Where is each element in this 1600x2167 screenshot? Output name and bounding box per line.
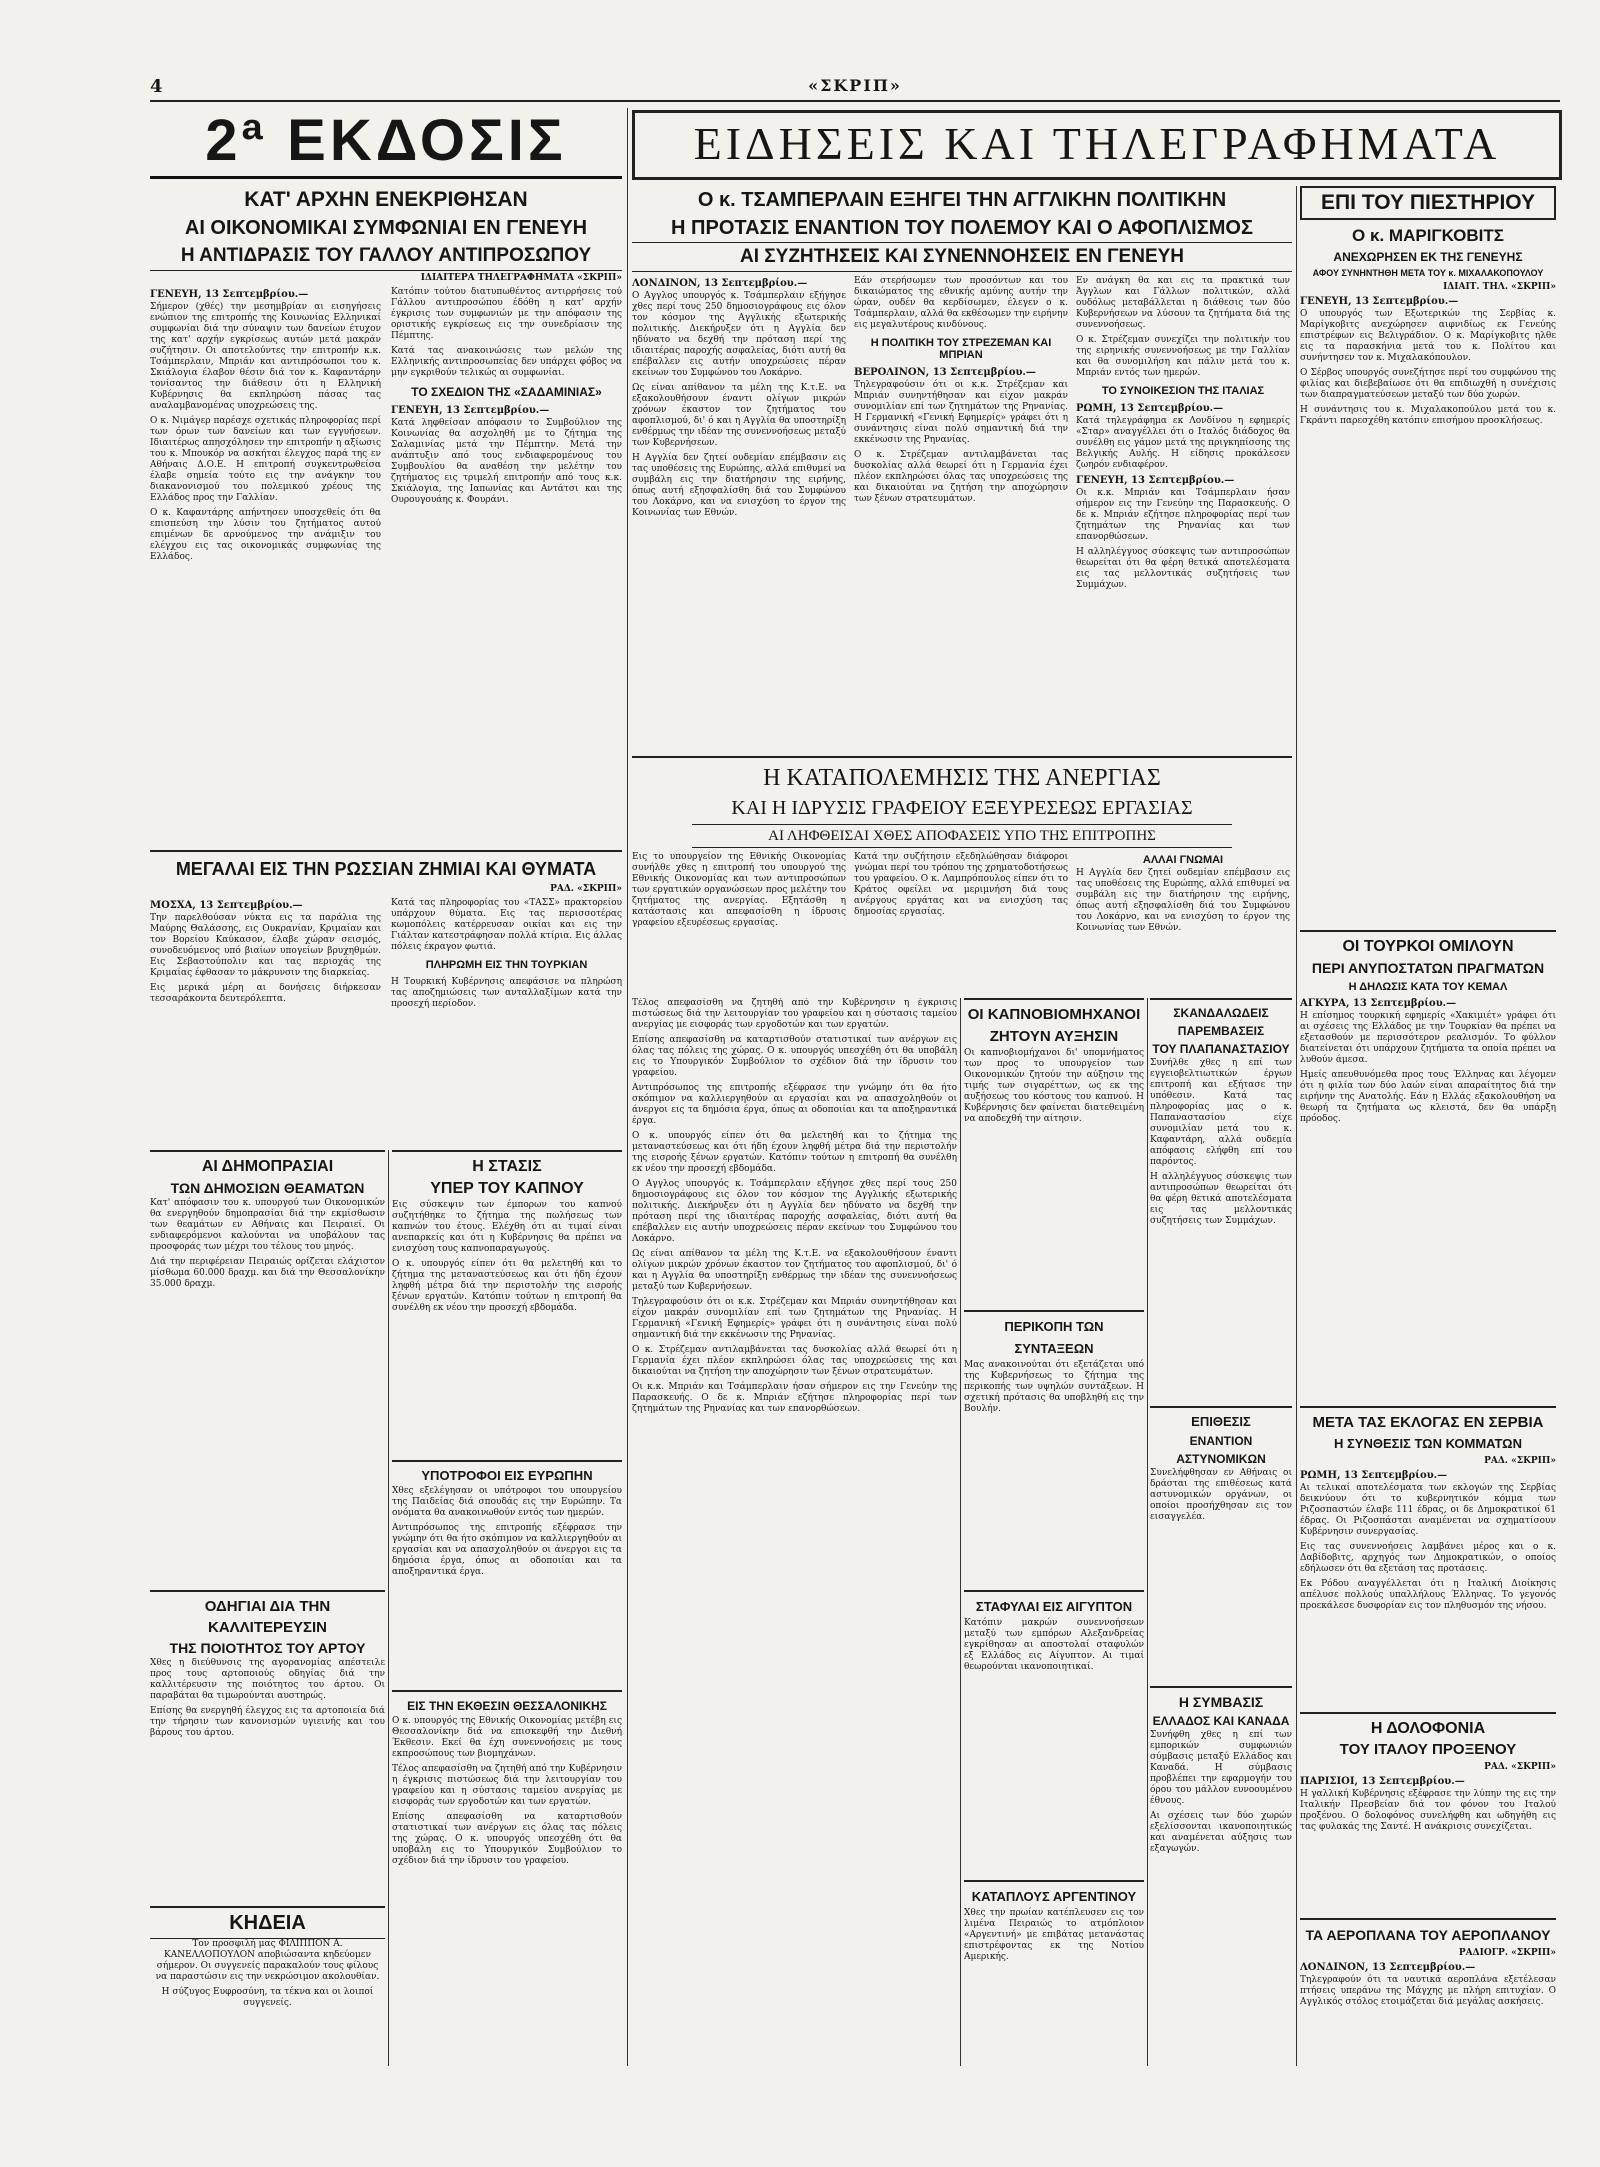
headline: ΟΙ ΚΑΠΝΟΒΙΟΜΗΧΑΝΟΙ [967, 1006, 1141, 1023]
dateline: ΑΓΚΥΡΑ, 13 Σεπτεμβρίου.— [1300, 998, 1457, 1009]
headline: ΚΑΤ' ΑΡΧΗΝ ΕΝΕΚΡΙΘΗΣΑΝ [244, 188, 528, 211]
paragraph: Η Τουρκική Κυβέρνησις απεφάσισε να πληρώση τας αποζημιώσεις των ανταλλαξίμων κατά την προσεχή περίοδον. [391, 977, 622, 1009]
dateline: ΡΩΜΗ, 13 Σεπτεμβρίου.— [1300, 1470, 1448, 1481]
byline: ΡΑΔ. «ΣΚΡΙΠ» [1484, 1762, 1556, 1772]
headline-sub: Η ΣΥΝΘΕΣΙΣ ΤΩΝ ΚΟΜΜΑΤΩΝ [1334, 1436, 1522, 1451]
paragraph: Επίσης θα ενεργηθή έλεγχος εις τα αρτοποιεία διά την τήρησιν των κανονισμών υγιεινής και του βάρους του άρτου. [150, 1706, 385, 1738]
paragraph: Κατά τας ανακοινώσεις των μελών της Ελληνικής αντιπροσωπείας δεν υπάρχει φόβος να μην εγκριθούν τελικώς αι συμφωνίαι. [391, 346, 622, 378]
headline: Η ΔΟΛΟΦΟΝΙΑ [1370, 1720, 1486, 1737]
article-exhibition [392, 1690, 622, 2068]
paragraph: Αι τελικαί αποτελέσματα των εκλογών της Σερβίας δεικνύουν ότι το κυβερνητικόν κόμμα των Ριζοσπαστών έλαβε 111 έδρας, οι δε Δημοκρατικοί 61 έδρας. Οι Ριζοσπάσται αναμένεται να σχηματίσουν Κυβέρνησιν συνεργασίας. [1300, 1483, 1556, 1537]
headline-sub: Η ΠΡΟΤΑΣΙΣ ΕΝΑΝΤΙΟΝ ΤΟΥ ΠΟΛΕΜΟΥ ΚΑΙ Ο ΑΦΟΠΛΙΣΜΟΣ [671, 217, 1253, 239]
headline-sub2: Η ΔΗΛΩΣΙΣ ΚΑΤΑ ΤΟΥ ΚΕΜΑΛ [1348, 981, 1508, 993]
article-chamberlain [632, 186, 1292, 746]
headline: ΥΠΟΤΡΟΦΟΙ ΕΙΣ ΕΥΡΩΠΗΝ [421, 1468, 593, 1483]
masthead [150, 76, 1560, 102]
paragraph: Ο κ. υπουργός είπεν ότι θα μελετηθή και το ζήτημα της μεταναστεύσεως και ότι ήδη έχουν ληφθή μέτρα διά την περιστολήν της εισροής ξένων εργατών. Κατόπιν τούτων η επιτροπή θα συνέλθη εκ νέου την προσεχή εβδομάδα. [632, 1131, 957, 1174]
edition-label: 2ª ΕΚΔΟΣΙΣ [205, 108, 567, 173]
article-marinkovic [1300, 186, 1556, 926]
paragraph: Χθες την πρωίαν κατέπλευσεν εις τον λιμένα Πειραιώς το ατμόπλοιον «Αργεντινή» με επιβάτας μετανάστας επιστρέφοντας εκ της Νοτίου Αμερικής. [964, 1908, 1144, 1962]
paragraph: Εις σύσκεψιν των έμπορων του καπνού συζητήθηκε το ζήτημα της πωλήσεως των καπνών του έτους. Ελέχθη ότι αι τιμαί είναι ανεπαρκείς και ότι η Κυβέρνησις θα πρέπει να ενισχύση τους καπνοπαραγωγούς. [392, 1200, 622, 1254]
article-bread-quality [150, 1590, 385, 1902]
headline: Η ΣΤΑΣΙΣ [472, 1158, 542, 1175]
article-theatre-auctions [150, 1150, 385, 1582]
masthead-title: «ΣΚΡΙΠ» [808, 76, 902, 95]
headline-sub: ΥΠΕΡ ΤΟΥ ΚΑΠΝΟΥ [430, 1180, 584, 1197]
paragraph: Μας ανακοινούται ότι εξετάζεται υπό της Κυβερνήσεως το ζήτημα της περικοπής των υψηλών συντάξεων. Η σχετική πρότασις θα υποβληθή εις την Βουλήν. [964, 1360, 1144, 1414]
paragraph: Συνήλθε χθες η επί των εγγειοβελτιωτικών έργων επιτροπή και εξήτασε την υπόθεσιν. Κατά τας πληροφορίας μας ο κ. Παπαναστασίου είχε συνομιλίαν μετά του κ. Καφαντάρη, αλλά ουδεμία απόφασις ελήφθη επί του παρόντος. [1150, 1058, 1292, 1167]
paragraph: Κατά τηλεγράφημα εκ Λονδίνου η εφημερίς «Σταρ» αναγγέλλει ότι ο Ιταλός διάδοχος θα συνέλθη εις γάμον μετά της πριγκηπίσσης της Βελγικής Αυλής. Η είδησις προκάλεσεν ζωηρόν ενδιαφέρον. [1076, 416, 1290, 470]
byline: ΡΑΔ. «ΣΚΡΙΠ» [550, 884, 622, 894]
paragraph: Οι καπνοβιομήχανοι δι' υπομνήματος των προς το υπουργείον των Οικονομικών ζητούν την αύξησιν της τιμής των σιγαρέττων, ως εκ της αυξήσεως του κόστους του καπνού. Η Κυβέρνησις δεν φαίνεται διατεθειμένη να αποδεχθή την αίτησιν. [964, 1048, 1144, 1124]
paragraph: Εις το υπουργείον της Εθνικής Οικονομίας συνήλθε χθες η επιτροπή του υπουργού της Εθνικής Οικονομίας και των αντιπροσώπων των εργατικών οργανώσεων προς μελέτην του ζητήματος της ανεργίας. Εξητάσθη η κατάστασις και απεφασίσθη η ίδρυσις γραφείου εξευρέσεως εργασίας. [632, 852, 846, 928]
paragraph: Ο κ. Καφαντάρης απήντησεν υποσχεθείς ότι θα επισπεύση την λύσιν του ζητήματος αυτού επιμένων δε αρνούμενος την ανάμιξιν του ελέγχου εις τας οικονομικάς συμφωνίας της Ελλάδος. [150, 508, 381, 562]
paragraph: Τηλεγραφούν ότι τα ναυτικά αεροπλάνα εξετέλεσαν πτήσεις υπεράνω της Μάγχης με πλήρη επιτυχίαν. Ο Αγγλικός στόλος ετοιμάζεται διά μεγάλας ασκήσεις. [1300, 1975, 1556, 2007]
subheading: ΠΛΗΡΩΜΗ ΕΙΣ ΤΗΝ ΤΟΥΡΚΙΑΝ [425, 959, 588, 971]
page-number: 4 [150, 76, 163, 97]
paragraph: Επίσης απεφασίσθη να καταρτισθούν στατιστικαί των ανέργων εις όλας τας πόλεις της χώρας. Ο κ. υπουργός υπεσχέθη ότι θα υποβάλη εις το Υπουργικόν Συμβούλιον το σχέδιον διά την ίδρυσιν του γραφείου. [392, 1812, 622, 1866]
paragraph: Κατά την συζήτησιν εξεδηλώθησαν διάφοροι γνώμαι περί του τρόπου της χρηματοδοτήσεως του γραφείου. Ο κ. Λαμπρόπουλος είπεν ότι το Κράτος οφείλει να μεριμνήση διά τους ανέργους εργάτας και να ενισχύση τας δημοσίας εργασίας. [854, 852, 1068, 917]
paragraph: Ο Σέρβος υπουργός συνεζήτησε περί του συμφώνου της φιλίας και διεβεβαίωσε ότι θα επιδιωχθή η συνέχισις των διαπραγματεύσεων μεταξύ των δύο χωρών. [1300, 368, 1556, 400]
paragraph: Τον προσφιλή μας ΦΙΛΙΠΠΟΝ Α. ΚΑΝΕΛΛΟΠΟΥΛΟΝ αποβιώσαντα κηδεύομεν σήμερον. Οι συγγενείς παρακαλούν τους φίλους να παραστώσιν εις την νεκρώσιμον ακολουθίαν. [155, 1939, 380, 1982]
news-banner [632, 110, 1562, 180]
article-argentina [964, 1880, 1144, 2068]
headline: ΜΕΓΑΛΑΙ ΕΙΣ ΤΗΝ ΡΩΣΣΙΑΝ ΖΗΜΙΑΙ ΚΑΙ ΘΥΜΑΤΑ [175, 859, 597, 879]
paragraph: Τέλος απεφασίσθη να ζητηθή από την Κυβέρνησιν η έγκρισις πιστώσεως διά την λειτουργίαν του γραφείου και η σύστασις ταμείου ανεργίας με εισφοράς των εργοδοτών και των εργατών. [392, 1764, 622, 1807]
article-continued [632, 998, 957, 2066]
paragraph: Ο κ. Νιμάγερ παρέσχε σχετικάς πληροφορίας περί των όρων των δανείων και των εγγυήσεων. Ιδιαιτέρως απησχόλησεν την επιτροπήν η αξίωσις του κ. Μπουκόρ να ασκήται έλεγχος παρά της εν Αθήναις Δ.Ο.Ε. Η επιτροπή συγκεντρωθείσα έλαβε σημεία τούτο εις την ανάγκην του διακανονισμού του πολεμικού χρέους της Ελλάδος προς την Γαλλίαν. [150, 416, 381, 503]
paragraph: Κατόπιν τούτου διατυπωθέντος αντιρρήσεις τού Γάλλου αντιπροσώπου έδόθη η κατ' αρχήν έγκρισις των συμφωνιών με την απόφασιν της οριστικής εγκρίσεως εις την συνεδρίασιν της Πέμπτης. [391, 287, 622, 341]
obituary-notice [150, 1906, 385, 2068]
headline-sub: ΚΑΙ Η ΙΔΡΥΣΙΣ ΓΡΑΦΕΙΟΥ ΕΞΕΥΡΕΣΕΩΣ ΕΡΓΑΣΙΑΣ [731, 797, 1193, 819]
headline: ΠΕΡΙΚΟΠΗ ΤΩΝ ΣΥΝΤΑΞΕΩΝ [1004, 1319, 1104, 1356]
paragraph: Η αλληλέγγυος σύσκεψις των αντιπροσώπων θεωρείται ότι θα φέρη θετικά αποτελέσματα εις τας μελλοντικάς συζητήσεις των Συμμάχων. [1076, 547, 1290, 590]
paragraph: Εάν στερήσωμεν των προσόντων και του δικαιώματος της εθνικής αμύνης αυτήν την ώραν, ουδέν θα κερδίσωμεν, έλεγεν ο κ. Τσάμπερλαιν, αλλά θα εκθέσωμεν την ειρήνην εις μεγαλυτέρους κινδύνους. [854, 276, 1068, 330]
byline: ΡΑΔ. «ΣΚΡΙΠ» [1484, 1456, 1556, 1466]
paragraph: Κατ' απόφασιν του κ. υπουργού των Οικονομικών θα ενεργηθούν δημοπρασίαι διά την εκμίσθωσιν των θεαμάτων εν Αθήναις και Πειραιεί. Οι ενδιαφερόμενοι καλούνται να υποβάλουν τας προσφοράς των μέχρι του τέλους του μηνός. [150, 1198, 385, 1252]
dateline: ΓΕΝΕΥΗ, 13 Σεπτεμβρίου.— [150, 289, 309, 300]
dateline: ΠΑΡΙΣΙΟΙ, 13 Σεπτεμβρίου.— [1300, 1776, 1465, 1787]
paragraph: Ο κ. υπουργός της Εθνικής Οικονομίας μετέβη εις Θεσσαλονίκην διά να επισκεφθή την Διεθνή Έκθεσιν. Εκεί θα έχη συνεννοήσεις με τους εκπροσώπους των βιομηχάνων. [392, 1716, 622, 1759]
article-pensions [964, 1310, 1144, 1492]
paragraph: Σήμερον (χθές) την μεσημβρίαν αι εισηγήσεις ενώπιον της επιτροπής της Κοινωνίας Ελληνικαί συμφωνίαι διά την σύναψιν των δανείων έτυχον της κατ' αρχήν εγκρίσεως αυτών μετά μακράν συζήτησιν. Οι αποτελούντες την επιτροπήν κ.κ. Τσάμπερλαιν, Μπριάν και αντιπρόσωποι του κ. Σκιάλογια έλαβον θέσιν διά τον κ. Καφαντάρην τονίσαντος την διάθεσιν ότι η Ελληνική Κυβέρνησις θα εκπληρώση πάσας τας αναλαμβανομένας υποχρεώσεις της. [150, 302, 381, 411]
headline-sub: Ο κ. ΜΑΡΙΓΚΟΒΙΤΣ [1352, 226, 1504, 245]
headline: ΜΕΤΑ ΤΑΣ ΕΚΛΟΓΑΣ ΕΝ ΣΕΡΒΙΑ [1312, 1414, 1544, 1431]
dateline: ΛΟΝΔΙΝΟΝ, 13 Σεπτεμβρίου.— [632, 278, 808, 289]
paragraph: Αντιπρόσωπος της επιτροπής εξέφρασε την γνώμην ότι θα ήτο σκόπιμον να καλλιεργηθούν αι εργασίαι και να απασχοληθούν οι άνεργοι εις τα δημόσια έργα, όπως αι οδοποιίαι και τα αποξηραντικά έργα. [632, 1083, 957, 1126]
column-rule [1296, 186, 1297, 2066]
paragraph: Η επίσημος τουρκική εφημερίς «Χακιμιέτ» γράφει ότι αι σχέσεις της Ελλάδος με την Τουρκίαν θα πρέπει να εξετασθούν με περισσότερον ρεαλισμόν. Το φύλλον διατείνεται ότι υπάρχουν ζητήματα τα οποία πρέπει να λυθούν άμεσα. [1300, 1011, 1556, 1065]
paragraph: Ο Αγγλος υπουργός κ. Τσάμπερλαιν εξήγησε χθες περί τους 250 δημοσιογράφους εις όλον τον κόσμον της Αγγλικής εξωτερικής πολιτικής. Διεκήρυξεν ότι η Αγγλία δεν ηδύνατο να δεχθή την πρόταση περί της ιδιαιτέρας παροχής ασφαλείας, διότι αυτή θα επέβαλλεν εις αυτήν υποχρεώσεις πέραν εκείνων του Συμφώνου του Λοκάρνο. [632, 1179, 957, 1244]
headline: Η ΚΑΤΑΠΟΛΕΜΗΣΙΣ ΤΗΣ ΑΝΕΡΓΙΑΣ [763, 765, 1161, 791]
paragraph: Η αλληλέγγυος σύσκεψις των αντιπροσώπων θεωρείται ότι θα φέρη θετικά αποτελέσματα εις τας μελλοντικάς συζητήσεις των Συμμάχων. [1150, 1172, 1292, 1226]
paragraph: Εις μερικά μέρη αι δονήσεις διήρκεσαν τεσσαράκοντα δευτερόλεπτα. [150, 983, 381, 1004]
paragraph: Τηλεγραφούσιν ότι οι κ.κ. Στρέζεμαν και Μπριάν συνηντήθησαν και είχον μακράν συνομιλίαν επί των ζητημάτων της Ρηνανίας. Η Γερμανική «Γενική Εφημερίς» γράφει ότι η συνάντησις είναι πολύ σημαντική διά την εκκένωσιν της Ρηνανίας. [632, 1297, 957, 1340]
paragraph: Η συνάντησις του κ. Μιχαλακοπούλου μετά του κ. Γκράντι παρεσχέθη κατόπιν επισήμου προσκλήσεως. [1300, 405, 1556, 426]
headline-sub2: ΑΙ ΛΗΦΘΕΙΣΑΙ ΧΘΕΣ ΑΠΟΦΑΣΕΙΣ ΥΠΟ ΤΗΣ ΕΠΙΤΡΟΠΗΣ [692, 824, 1232, 848]
paragraph: Κατά τας πληροφορίας του «ΤΑΣΣ» πρακτορείου υπάρχουν θύματα. Εις τας περισσοτέρας κωμοπόλεις κατέρρευσαν οικίαι και εις την Γιάλταν κατεστράφησαν πολλά κτίρια. Εις άλλας πόλεις έκραγον φωτιά. [391, 898, 622, 952]
paragraph: Ο κ. Στρέζεμαν συνεχίζει την πολιτικήν του της ειρηνικής συνεννοήσεως με την Γαλλίαν και θα συνομιλήση και πάλιν μετά του κ. Μπριάν εντός των ημερών. [1076, 335, 1290, 378]
headline-sub: ΑΙ ΟΙΚΟΝΟΜΙΚΑΙ ΣΥΜΦΩΝΙΑΙ ΕΝ ΓΕΝΕΥΗ [184, 217, 588, 239]
subheading: ΤΟ ΣΥΝΟΙΚΕΣΙΟΝ ΤΗΣ ΙΤΑΛΙΑΣ [1101, 385, 1265, 397]
paragraph: Χθες εξελέγησαν οι υπότροφοι του υπουργείου της Παιδείας διά σπουδάς εις την Ευρώπην. Τα ονόματα θα ανακοινωθούν εντός των ημερών. [392, 1486, 622, 1518]
paragraph: Οι κ.κ. Μπριάν και Τσάμπερλαιν ήσαν σήμερον εις την Γενεύην της Παρασκευής. Ο δε κ. Μπριάν εζήτησε πληροφορίας περί των ζητημάτων της Ρηνανίας και των επανορθώσεων. [632, 1382, 957, 1414]
paragraph: Αντιπρόσωπος της επιτροπής εξέφρασε την γνώμην ότι θα ήτο σκόπιμον να καλλιεργηθούν αι εργασίαι και να απασχοληθούν οι άνεργοι εις τα δημόσια έργα, όπως αι οδοποιίαι και τα αποξηραντικά έργα. [392, 1523, 622, 1577]
paragraph: Εις τας συνεννοήσεις λαμβάνει μέρος και ο κ. Δαβίδοβιτς, αρχηγός των Δημοκρατικών, ο οποίος εδήλωσεν ότι θα εξετάση τας προτάσεις. [1300, 1542, 1556, 1574]
dateline: ΓΕΝΕΥΗ, 13 Σεπτεμβρίου.— [391, 405, 550, 416]
article-tobacco-industry [964, 998, 1144, 1150]
edition-header [150, 108, 622, 179]
paragraph: Ως είναι απίθανον τα μέλη της Κ.τ.Ε. να εξακολουθήσουν έναντι ολίγων μικρών χρόνων έκαστον τον ζητήματος του αφοπλισμού, δι' ό και η Αγγλία θα υποστηρίξη ενθέρμως την ιδέαν της συνεννοήσεως μεταξύ των Κυβερνήσεων. [632, 383, 846, 448]
headline-sub2: ΑΝΕΧΩΡΗΣΕΝ ΕΚ ΤΗΣ ΓΕΝΕΥΗΣ [1333, 250, 1523, 264]
article-consul-assassination [1300, 1712, 1556, 1914]
paragraph: Εκ Ρόδου αναγγέλλεται ότι η Ιταλική Διοίκησις απέλυσε πολλούς υπαλλήλους Έλληνας. Το γεγονός προεκάλεσε δυσφορίαν εις τον πληθυσμόν της νήσου. [1300, 1579, 1556, 1611]
headline: ΚΑΤΑΠΛΟΥΣ ΑΡΓΕΝΤΙΝΟΥ [971, 1889, 1137, 1904]
headline: ΣΚΑΝΔΑΛΩΔΕΙΣ ΠΑΡΕΜΒΑΣΕΙΣ [1173, 1006, 1269, 1038]
headline: ΟΙ ΤΟΥΡΚΟΙ ΟΜΙΛΟΥΝ [1342, 938, 1514, 955]
paragraph: Οι κ.κ. Μπριάν και Τσάμπερλαιν ήσαν σήμερον εις την Γενεύην της Παρασκευής. Ο δε κ. Μπριάν εζήτησε πληροφορίας περί των ζητημάτων της Ρηνανίας και των επανορθώσεων. [1076, 488, 1290, 542]
paragraph: Κατά ληφθείσαν απόφασιν το Συμβούλιον της Κοινωνίας θα ασχοληθή με το ζήτημα της Σαλαμινίας μετά την Πέμπτην. Μετά την ανάπτυξιν από τους ενδιαφερομένους του Συμβουλίου θα αναθέση την μελέτην του ζητήματος εις τριμελή επιτροπήν από τους κ.κ. Σκιάλογια, της Ιαπωνίας και Αντάτσι και της Ουρουγουάης κ. Φουράνι. [391, 418, 622, 505]
paragraph: Χθες η διεύθυνσις της αγορανομίας απέστειλε προς τους αρτοποιούς οδηγίας διά την καλλιτέρευσιν της ποιότητος του άρτου. Οι παραβάται θα τιμωρούνται αυστηρώς. [150, 1658, 385, 1701]
article-grapes-egypt [964, 1590, 1144, 1792]
paragraph: Τηλεγραφούσιν ότι οι κ.κ. Στρέζεμαν και Μπριάν συνηντήθησαν και είχον μακράν συνομιλίαν επί των ζητημάτων της Ρηνανίας. Η Γερμανική «Γενική Εφημερίς» γράφει ότι η συνάντησις είναι πολύ σημαντική διά την εκκένωσιν της Ρηνανίας. [854, 380, 1068, 445]
article-tobacco-stance [392, 1150, 622, 1452]
headline-sub: ΤΩΝ ΔΗΜΟΣΙΩΝ ΘΕΑΜΑΤΩΝ [170, 1180, 365, 1196]
column-rule [1147, 998, 1148, 2066]
paragraph: Η Αγγλία δεν ζητεί ουδεμίαν επέμβασιν εις τας υποθέσεις της Ευρώπης, αλλά επιθυμεί να συμβάλη εις την διατήρησιν της ειρήνης, όπως αυτή εξησφαλίσθη διά του Συμφώνου του Λοκάρνο, και να ενισχύση το έργον της Κοινωνίας των Εθνών. [632, 453, 846, 518]
subheading: Η ΠΟΛΙΤΙΚΗ ΤΟΥ ΣΤΡΕΖΕΜΑΝ ΚΑΙ ΜΠΡΙΑΝ [870, 337, 1052, 361]
article-scholarships [392, 1460, 622, 1682]
headline: Ο κ. ΤΣΑΜΠΕΡΛΑΙΝ ΕΞΗΓΕΙ ΤΗΝ ΑΓΓΛΙΚΗΝ ΠΟΛΙΤΙΚΗΝ [697, 189, 1227, 211]
headline-sub: ΕΝΑΝΤΙΟΝ ΑΣΤΥΝΟΜΙΚΩΝ [1176, 1434, 1266, 1466]
paragraph: Εν ανάγκη θα και εις τα πρακτικά των Άγγλων και Γάλλων πολιτικών, αλλά ουδόλως μεταβάλλεται η διάθεσις των δύο Κυβερνήσεων να λύσουν τα ζητήματα διά της συνεννοήσεως. [1076, 276, 1290, 330]
paragraph: Αι σχέσεις των δύο χωρών εξελίσσονται ικανοποιητικώς και αναμένεται αύξησις των εξαγωγών. [1150, 1811, 1292, 1854]
subheading: ΑΛΛΑΙ ΓΝΩΜΑΙ [1142, 854, 1224, 866]
article-russia-earthquake [150, 850, 622, 1142]
headline-sub2: Η ΑΝΤΙΔΡΑΣΙΣ ΤΟΥ ΓΑΛΛΟΥ ΑΝΤΙΠΡΟΣΩΠΟΥ [150, 242, 622, 271]
paragraph: Η γαλλική Κυβέρνησις εξέφρασε την λύπην της εις την Ιταλικήν Πρεσβείαν διά τον φόνον του Ιταλού προξένου. Ο δολοφόνος συνελήφθη και ωδηγήθη εις τας φυλακάς της Σαντέ. Η ανάκρισις συνεχίζεται. [1300, 1789, 1556, 1832]
paragraph: Την παρελθούσαν νύκτα εις τα παράλια της Μαύρης Θαλάσσης, εις Ουκρανίαν, Κριμαίαν και τον Βορείου Καύκασον, έλαβε χώραν σεισμός, συνοδευόμενος υπό βιαίων υπογείων βρυχηθμών. Εις Σεβαστούπολιν και τας περιοχάς της Κριμαίας έφθασαν το μάκρυνσιν της διαρκείας. [150, 913, 381, 978]
headline: ΚΗΔΕΙΑ [150, 1908, 385, 1939]
paragraph: Ως είναι απίθανον τα μέλη της Κ.τ.Ε. να εξακολουθήσουν έναντι ολίγων μικρών χρόνων έκαστον τον ζητήματος του αφοπλισμού, δι' ό και η Αγγλία θα υποστηρίξη ενθέρμως την ιδέαν της συνεννοήσεως μεταξύ των Κυβερνήσεων. [632, 1249, 957, 1292]
headline: ΑΙ ΔΗΜΟΠΡΑΣΙΑΙ [201, 1158, 334, 1175]
paragraph: Ο κ. υπουργός είπεν ότι θα μελετηθή και το ζήτημα της μεταναστεύσεως και ότι ήδη έχουν ληφθή μέτρα διά την περιστολήν της εισροής ξένων εργατών. Κατόπιν τούτων η επιτροπή θα συνέλθη εκ νέου την προσεχή εβδομάδα. [392, 1259, 622, 1313]
headline: ΣΤΑΦΥΛΑΙ ΕΙΣ ΑΙΓΥΠΤΟΝ [975, 1599, 1133, 1614]
column-rule [627, 108, 628, 2066]
dateline: ΜΟΣΧΑ, 13 Σεπτεμβρίου.— [150, 900, 303, 911]
paragraph: Ο Αγγλος υπουργός κ. Τσάμπερλαιν εξήγησε χθες περί τους 250 δημοσιογράφους εις όλον τον κόσμον της Αγγλικής εξωτερικής πολιτικής. Διεκήρυξεν ότι η Αγγλία δεν ηδύνατο να δεχθή την πρόταση περί της ιδιαιτέρας παροχής ασφαλείας, διότι αυτή θα επέβαλλεν εις αυτήν υποχρεώσεις πέραν εκείνων του Συμφώνου του Λοκάρνο. [632, 291, 846, 378]
headline-sub: ΤΗΣ ΠΟΙΟΤΗΤΟΣ ΤΟΥ ΑΡΤΟΥ [169, 1640, 366, 1656]
headline-sub2: ΑΙ ΣΥΖΗΤΗΣΕΙΣ ΚΑΙ ΣΥΝΕΝΝΟΗΣΕΙΣ ΕΝ ΓΕΝΕΥΗ [632, 242, 1292, 272]
paragraph: Διά την περιφέρειαν Πειραιώς ορίζεται ελάχιστον μίσθωμα 60.000 δραχμ. και διά την Θεσσαλονίκην 35.000 δραχμ. [150, 1257, 385, 1289]
article-police-attack [1150, 1406, 1292, 1678]
dateline: ΒΕΡΟΛΙΝΟΝ, 13 Σεπτεμβρίου.— [854, 367, 1036, 378]
headline-sub: ΤΟΥ ΙΤΑΛΟΥ ΠΡΟΞΕΝΟΥ [1339, 1741, 1517, 1758]
headline: ΕΙΣ ΤΗΝ ΕΚΘΕΣΙΝ ΘΕΣΣΑΛΟΝΙΚΗΣ [407, 1699, 607, 1713]
subheading: ΤΟ ΣΧΕΔΙΟΝ ΤΗΣ «ΣΑΔΑΜΙΝΙΑΣ» [411, 385, 602, 399]
byline: ΙΔΙΑΙΤΕΡΑ ΤΗΛΕΓΡΑΦΗΜΑΤΑ «ΣΚΡΙΠ» [420, 273, 622, 283]
paragraph: Ο κ. Στρέζεμαν αντιλαμβάνεται τας δυσκολίας αλλά θεωρεί ότι η Γερμανία έχει πλέον εκπληρώσει όλας τας υποχρεώσεις της και δικαιούται να ζητήση την αποχώρησιν των ξένων στρατευμάτων. [854, 450, 1068, 504]
paragraph: Ημείς απευθυνόμεθα προς τους Έλληνας και λέγομεν ότι η φιλία των δύο λαών είναι απαραίτητος διά την ειρήνην της Ανατολής. Εάν η Ελλάς εξακολουθήση να θεωρή τα ζητήματα ως κλειστά, δεν θα υπάρξη πρόοδος. [1300, 1070, 1556, 1124]
dateline: ΓΕΝΕΥΗ, 13 Σεπτεμβρίου.— [1300, 296, 1459, 307]
headline: Η ΣΥΜΒΑΣΙΣ [1178, 1694, 1264, 1710]
headline: ΕΠΙ ΤΟΥ ΠΙΕΣΤΗΡΙΟΥ [1300, 186, 1556, 220]
article-turks [1300, 930, 1556, 1402]
headline-sub: ΤΟΥ ΠΛΑΠΑΝΑΣΤΑΣΙΟΥ [1152, 1042, 1290, 1056]
article-airplanes [1300, 1918, 1556, 2068]
banner-title: ΕΙΔΗΣΕΙΣ ΚΑΙ ΤΗΛΕΓΡΑΦΗΜΑΤΑ [693, 118, 1501, 169]
headline-sub: ΠΕΡΙ ΑΝΥΠΟΣΤΑΤΩΝ ΠΡΑΓΜΑΤΩΝ [1311, 960, 1545, 976]
byline: ΙΔΙΑΙΤ. ΤΗΛ. «ΣΚΡΙΠ» [1443, 282, 1556, 292]
paragraph: Ο κ. Στρέζεμαν αντιλαμβάνεται τας δυσκολίας αλλά θεωρεί ότι η Γερμανία έχει πλέον εκπληρώσει όλας τας υποχρεώσεις της και δικαιούται να ζητήση την αποχώρησιν των ξένων στρατευμάτων. [632, 1345, 957, 1377]
column-rule [388, 1150, 389, 2066]
dateline: ΡΩΜΗ, 13 Σεπτεμβρίου.— [1076, 403, 1224, 414]
paragraph: Συνήφθη χθες η επί των εμπορικών συμφωνιών σύμβασις μεταξύ Ελλάδος και Καναδά. Η σύμβασις προβλέπει την εφαρμογήν του όρου του μάλλον ευνοουμένου έθνους. [1150, 1730, 1292, 1806]
headline: ΤΑ ΑΕΡΟΠΛΑΝΑ ΤΟΥ ΑΕΡΟΠΛΑΝΟΥ [1305, 1927, 1551, 1943]
paragraph: Επίσης απεφασίσθη να καταρτισθούν στατιστικαί των ανέργων εις όλας τας πόλεις της χώρας. Ο κ. υπουργός υπεσχέθη ότι θα υποβάλη εις το Υπουργικόν Συμβούλιον το σχέδιον διά την ίδρυσιν του γραφείου. [632, 1035, 957, 1078]
headline-sub: ΕΛΛΑΔΟΣ ΚΑΙ ΚΑΝΑΔΑ [1152, 1714, 1290, 1728]
paragraph: Η σύζυγος Ευφροσύνη, τα τέκνα και οι λοιποί συγγενείς. [161, 1987, 374, 2008]
dateline: ΓΕΝΕΥΗ, 13 Σεπτεμβρίου.— [1076, 475, 1235, 486]
paragraph: Η Αγγλία δεν ζητεί ουδεμίαν επέμβασιν εις τας υποθέσεις της Ευρώπης, αλλά επιθυμεί να συμβάλη εις την διατήρησιν της ειρήνης, όπως αυτή εξησφαλίσθη διά του Συμφώνου του Λοκάρνο, και να ενισχύση το έργον της Κοινωνίας των Εθνών. [1076, 868, 1290, 933]
headline: ΕΠΙΘΕΣΙΣ [1191, 1414, 1251, 1429]
headline-sub: ΖΗΤΟΥΝ ΑΥΞΗΣΙΝ [989, 1028, 1119, 1045]
headline: ΟΔΗΓΙΑΙ ΔΙΑ ΤΗΝ ΚΑΛΛΙΤΕΡΕΥΣΙΝ [204, 1598, 331, 1636]
dateline: ΛΟΝΔΙΝΟΝ, 13 Σεπτεμβρίου.— [1300, 1962, 1476, 1973]
paragraph: Τέλος απεφασίσθη να ζητηθή από την Κυβέρνησιν η έγκρισις πιστώσεως διά την λειτουργίαν του γραφείου και η σύστασις ταμείου ανεργίας με εισφοράς των εργοδοτών και των εργατών. [632, 998, 957, 1030]
article-greece-canada [1150, 1686, 1292, 2068]
paragraph: Κατόπιν μακρών συνεννοήσεων μεταξύ των εμπόρων Αλεξανδρείας εγκρίθησαν αι αποστολαί σταφυλών εξ Ελλάδος εις Αίγυπτον. Αι τιμαί θεωρούνται ικανοποιητικαί. [964, 1618, 1144, 1672]
column-rule [960, 998, 961, 2066]
article-financial-agreements [150, 186, 622, 846]
article-serbia-elections [1300, 1406, 1556, 1708]
article-unemployment [632, 756, 1292, 990]
paragraph: Συνελήφθησαν εν Αθήναις οι δράσται της επιθέσεως κατά αστυνομικών οργάνων, οι οποίοι προσήχθησαν εις τον εισαγγελέα. [1150, 1468, 1292, 1522]
paragraph: Ο υπουργός των Εξωτερικών της Σερβίας κ. Μαρίγκοβιτς ανεχώρησεν αιφνιδίως εκ Γενεύης επιστρέφων εις Βελιγράδιον. Ο κ. Μαρίγκοβιτς ηλθε εις τα παρασκήνια μετά του κ. Πολίτου και συνήντησεν τον κ. Μιχαλακόπουλον. [1300, 309, 1556, 363]
article-papanastasiou [1150, 998, 1292, 1400]
byline: ΡΑΔΙΟΓΡ. «ΣΚΡΙΠ» [1458, 1948, 1556, 1958]
headline-sub3: ΑΦΟΥ ΣΥΝΗΝΤΗΘΗ ΜΕΤΑ ΤΟΥ κ. ΜΙΧΑΛΑΚΟΠΟΥΛΟΥ [1312, 268, 1544, 278]
